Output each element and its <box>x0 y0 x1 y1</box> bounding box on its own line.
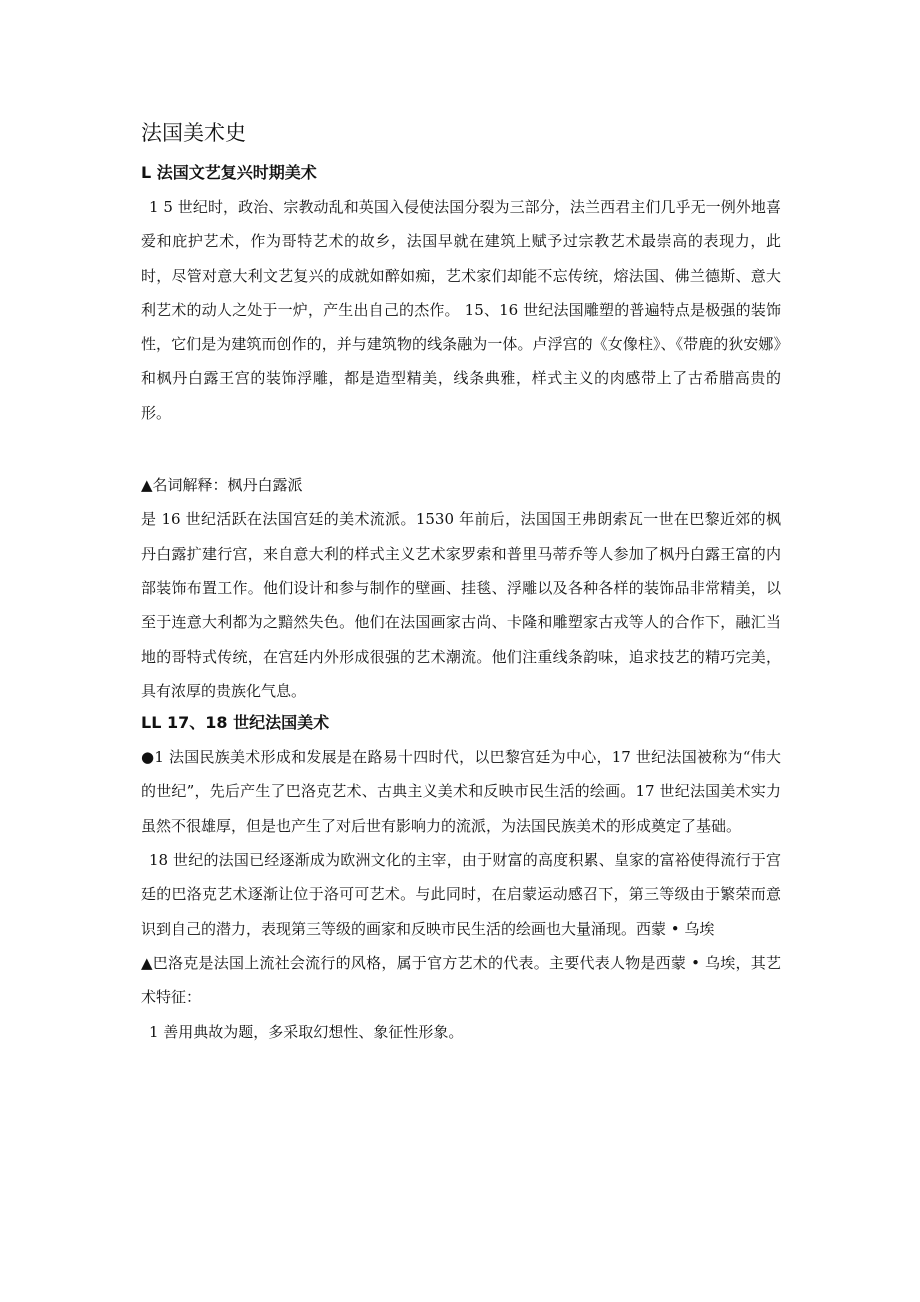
document-title: 法国美术史 <box>141 121 246 145</box>
paragraph-spacer <box>141 430 781 468</box>
baroque-paragraph: ▲巴洛克是法国上流社会流行的风格，属于官方艺术的代表。主要代表人物是西蒙 • 乌埃，其艺术特征： <box>141 953 781 1007</box>
section-heading-17-18-century: LL 17、18 世纪法国美术 <box>141 713 330 733</box>
document-page <box>141 118 781 1049</box>
fontainebleau-paragraph: 是 16 世纪活跃在法国宫廷的美术流派。1530 年前后，法国国王弗朗索瓦一世在巴黎近郊的枫丹白露扩建行宫，来自意大利的样式主义艺术家罗索和普里马蒂乔等人参加了枫丹白露王富的内部装饰布置工作。他们设计和参与制作的壁画、挂毯、浮雕以及各种各样的装饰品非常精美，以至于连意大利都为之黯然失色。他们在法国画家古尚、卡隆和雕塑家古戎等人的合作下，融汇当地的哥特式传统，在宫廷内外形成很强的艺术潮流。他们注重线条韵味，追求技艺的精巧完美，具有浓厚的贵族化气息。 <box>141 510 781 700</box>
century-17-paragraph: ●1 法国民族美术形成和发展是在路易十四时代，以巴黎宫廷为中心，17 世纪法国被称为“伟大的世纪”，先后产生了巴洛克艺术、古典主义美术和反映市民生活的绘画。17 世纪法国美术实力虽然不很雄厚，但是也产生了对后世有影响力的流派，为法国民族美术的形成奠定了基础。 <box>141 748 781 835</box>
term-label: ▲名词解释：枫丹白露派 <box>141 476 303 495</box>
renaissance-paragraph: 1 5 世纪时，政治、宗教动乱和英国入侵使法国分裂为三部分，法兰西君主们几乎无一例外地喜爱和庇护艺术，作为哥特艺术的故乡，法国早就在建筑上赋予过宗教艺术最崇高的表现力，此时，尽管对意大利文艺复兴的成就如醉如痴，艺术家们却能不忘传统，熔法国、佛兰德斯、意大利艺术的动人之处于一炉，产生出自己的杰作。 15、16 世纪法国雕塑的普遍特点是极强的装饰性，它们是为建筑而创作的，并与建筑物的线条融为一体。卢浮宫的《女像柱》、《带鹿的狄安娜》和枫丹白露王宫的装饰浮雕，都是造型精美，线条典雅，样式主义的肉感带上了古希腊高贵的形。 <box>141 198 781 422</box>
baroque-feature-1: 1 善用典故为题，多采取幻想性、象征性形象。 <box>149 1022 464 1041</box>
section-heading-renaissance: L 法国文艺复兴时期美术 <box>141 163 317 182</box>
century-18-paragraph: 18 世纪的法国已经逐渐成为欧洲文化的主宰，由于财富的高度积累、皇家的富裕使得流行于宫廷的巴洛克艺术逐渐让位于洛可可艺术。与此同时，在启蒙运动感召下，第三等级由于繁荣而意识到自己的潜力，表现第三等级的画家和反映市民生活的绘画也大量涌现。西蒙 • 乌埃 <box>141 851 781 938</box>
